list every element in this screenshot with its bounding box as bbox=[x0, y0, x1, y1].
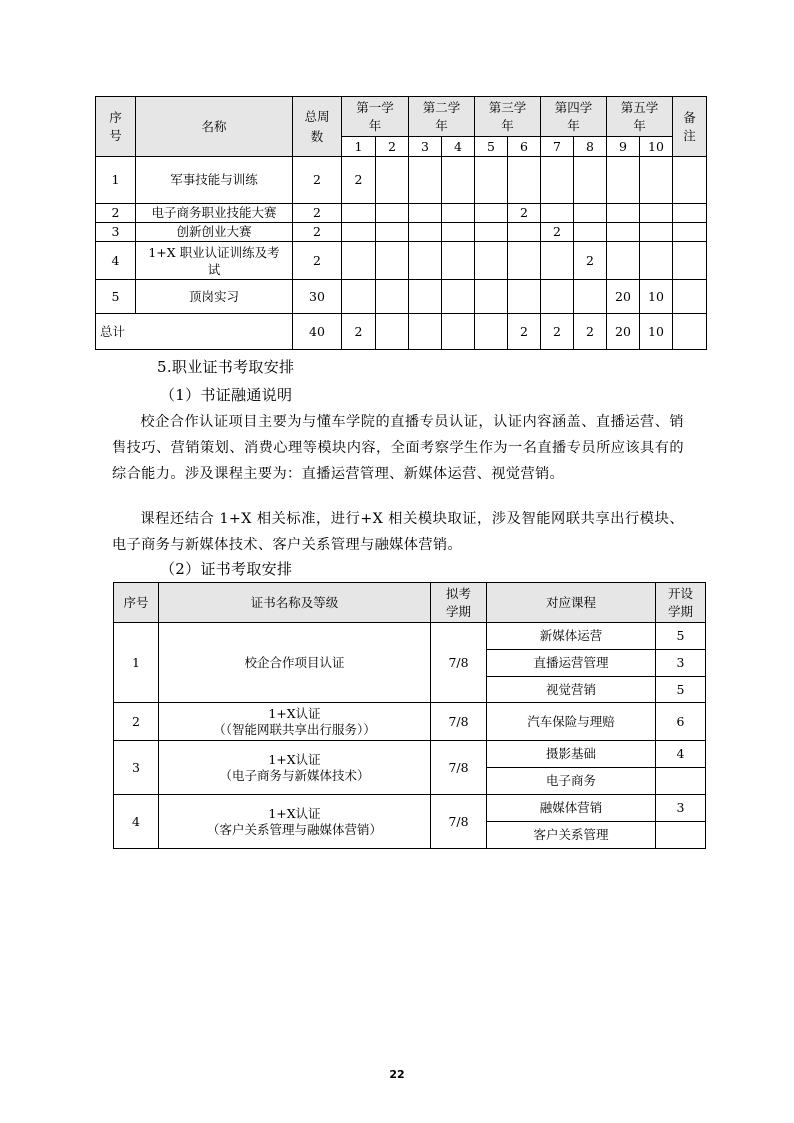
term-cell bbox=[640, 223, 673, 242]
term-cell bbox=[607, 242, 640, 280]
page-number: 22 bbox=[389, 1068, 405, 1081]
cert-name: 1+X认证 （（智能网联共享出行服务）） bbox=[159, 703, 431, 741]
table-row bbox=[96, 157, 707, 204]
term-header: 2 bbox=[376, 137, 409, 157]
term-cell bbox=[342, 242, 376, 280]
term-cell bbox=[640, 242, 673, 280]
course-open: 4 bbox=[656, 741, 706, 768]
total-term-cell: 2 bbox=[508, 314, 541, 350]
header-name: 名称 bbox=[136, 97, 293, 157]
term-cell: 10 bbox=[640, 280, 673, 314]
total-weeks: 40 bbox=[293, 314, 342, 350]
term-cell bbox=[508, 280, 541, 314]
row-name: 军事技能与训练 bbox=[136, 157, 293, 204]
term-cell bbox=[475, 242, 508, 280]
cert-name: 校企合作项目认证 bbox=[159, 623, 431, 703]
cert-term: 7/8 bbox=[431, 703, 487, 741]
course-open: 5 bbox=[656, 677, 706, 703]
subsection-title: （2）证书考取安排 bbox=[160, 560, 293, 578]
term-header: 3 bbox=[409, 137, 442, 157]
term-cell bbox=[541, 280, 574, 314]
total-term-cell bbox=[376, 314, 409, 350]
row-remark bbox=[673, 223, 707, 242]
row-remark bbox=[673, 280, 707, 314]
term-cell bbox=[508, 157, 541, 204]
paragraph: 校企合作认证项目主要为与懂车学院的直播专员认证，认证内容涵盖、直播运营、销售技巧、营销策划、消费心理等模块内容，全面考察学生作为一名直播专员所应该具有的综合能力。涉及课程主要为：直播运营管理、新媒体运营、视觉营销。 bbox=[112, 414, 684, 482]
term-cell: 2 bbox=[541, 223, 574, 242]
term-cell bbox=[442, 204, 475, 223]
cert-name: 1+X认证 （客户关系管理与融媒体营销） bbox=[159, 795, 431, 849]
term-cell bbox=[475, 280, 508, 314]
term-cell bbox=[574, 223, 607, 242]
header-term: 拟考学期 bbox=[431, 583, 487, 623]
row-name: 1+X 职业认证训练及考试 bbox=[136, 242, 293, 280]
cert-seq: 3 bbox=[114, 741, 159, 795]
total-term-cell bbox=[475, 314, 508, 350]
header-seq: 序号 bbox=[114, 583, 159, 623]
term-cell: 2 bbox=[574, 242, 607, 280]
row-name: 电子商务职业技能大赛 bbox=[136, 204, 293, 223]
term-header: 7 bbox=[541, 137, 574, 157]
total-term-cell: 2 bbox=[574, 314, 607, 350]
course-name: 电子商务 bbox=[487, 768, 656, 795]
course-open bbox=[656, 768, 706, 795]
cert-seq: 4 bbox=[114, 795, 159, 849]
course-open: 5 bbox=[656, 623, 706, 650]
header-course: 对应课程 bbox=[487, 583, 656, 623]
row-seq: 2 bbox=[96, 204, 136, 223]
term-header: 1 bbox=[342, 137, 376, 157]
total-label: 总计 bbox=[96, 314, 293, 350]
row-weeks: 30 bbox=[293, 280, 342, 314]
term-cell: 20 bbox=[607, 280, 640, 314]
table-row bbox=[114, 741, 706, 768]
row-remark bbox=[673, 157, 707, 204]
term-cell: 2 bbox=[342, 157, 376, 204]
header-open: 开设学期 bbox=[656, 583, 706, 623]
term-cell bbox=[376, 242, 409, 280]
table-row bbox=[114, 623, 706, 650]
term-cell bbox=[574, 157, 607, 204]
term-header: 8 bbox=[574, 137, 607, 157]
header-year3: 第三学年 bbox=[475, 97, 541, 137]
row-seq: 4 bbox=[96, 242, 136, 280]
term-cell bbox=[442, 242, 475, 280]
term-header: 10 bbox=[640, 137, 673, 157]
header-seq: 序号 bbox=[96, 97, 136, 157]
term-cell bbox=[342, 280, 376, 314]
header-total-weeks: 总周数 bbox=[293, 97, 342, 157]
term-cell bbox=[640, 204, 673, 223]
term-cell bbox=[541, 242, 574, 280]
cert-seq: 1 bbox=[114, 623, 159, 703]
header-remark: 备注 bbox=[673, 97, 707, 157]
header-year4: 第四学年 bbox=[541, 97, 607, 137]
term-cell bbox=[342, 223, 376, 242]
term-cell bbox=[475, 204, 508, 223]
term-cell bbox=[475, 223, 508, 242]
cert-term: 7/8 bbox=[431, 623, 487, 703]
total-term-cell: 20 bbox=[607, 314, 640, 350]
term-header: 9 bbox=[607, 137, 640, 157]
term-cell bbox=[475, 157, 508, 204]
course-name: 摄影基础 bbox=[487, 741, 656, 768]
table-row bbox=[114, 795, 706, 822]
practice-schedule-table bbox=[95, 96, 707, 350]
row-seq: 1 bbox=[96, 157, 136, 204]
term-cell bbox=[508, 223, 541, 242]
total-row bbox=[96, 314, 707, 350]
term-cell bbox=[409, 280, 442, 314]
paragraph: 课程还结合 1+X 相关标准，进行+X 相关模块取证，涉及智能网联共享出行模块、电子商务与新媒体技术、客户关系管理与融媒体营销。 bbox=[112, 511, 684, 553]
row-seq: 3 bbox=[96, 223, 136, 242]
row-remark bbox=[673, 204, 707, 223]
course-name: 视觉营销 bbox=[487, 677, 656, 703]
row-weeks: 2 bbox=[293, 204, 342, 223]
term-cell: 2 bbox=[508, 204, 541, 223]
course-open: 6 bbox=[656, 703, 706, 741]
header-cert: 证书名称及等级 bbox=[159, 583, 431, 623]
term-cell bbox=[607, 204, 640, 223]
term-header: 4 bbox=[442, 137, 475, 157]
term-cell bbox=[409, 204, 442, 223]
cert-seq: 2 bbox=[114, 703, 159, 741]
total-term-cell bbox=[442, 314, 475, 350]
table-row bbox=[114, 703, 706, 741]
table-row bbox=[96, 223, 707, 242]
term-cell bbox=[442, 223, 475, 242]
row-weeks: 2 bbox=[293, 157, 342, 204]
row-name: 顶岗实习 bbox=[136, 280, 293, 314]
course-open: 3 bbox=[656, 795, 706, 822]
section-title: 5.职业证书考取安排 bbox=[157, 358, 295, 376]
term-cell bbox=[376, 280, 409, 314]
total-term-cell: 2 bbox=[541, 314, 574, 350]
term-cell bbox=[508, 242, 541, 280]
course-open bbox=[656, 822, 706, 849]
term-cell bbox=[376, 157, 409, 204]
cert-name: 1+X认证 （电子商务与新媒体技术） bbox=[159, 741, 431, 795]
row-weeks: 2 bbox=[293, 242, 342, 280]
course-open: 3 bbox=[656, 650, 706, 677]
term-cell bbox=[409, 242, 442, 280]
table-row bbox=[96, 204, 707, 223]
term-cell bbox=[541, 157, 574, 204]
term-cell bbox=[574, 280, 607, 314]
cert-term: 7/8 bbox=[431, 795, 487, 849]
term-cell bbox=[376, 204, 409, 223]
term-cell bbox=[409, 223, 442, 242]
table-row bbox=[96, 242, 707, 280]
row-weeks: 2 bbox=[293, 223, 342, 242]
certificate-table bbox=[113, 582, 706, 849]
subsection-title: （1）书证融通说明 bbox=[160, 386, 293, 404]
row-name: 创新创业大赛 bbox=[136, 223, 293, 242]
term-cell bbox=[409, 157, 442, 204]
term-cell bbox=[442, 157, 475, 204]
total-term-cell: 2 bbox=[342, 314, 376, 350]
term-cell bbox=[442, 280, 475, 314]
total-term-cell: 10 bbox=[640, 314, 673, 350]
course-name: 客户关系管理 bbox=[487, 822, 656, 849]
header-year5: 第五学年 bbox=[607, 97, 673, 137]
row-seq: 5 bbox=[96, 280, 136, 314]
course-name: 直播运营管理 bbox=[487, 650, 656, 677]
header-year2: 第二学年 bbox=[409, 97, 475, 137]
table-row bbox=[96, 280, 707, 314]
course-name: 新媒体运营 bbox=[487, 623, 656, 650]
total-term-cell bbox=[409, 314, 442, 350]
term-cell bbox=[541, 204, 574, 223]
course-name: 汽车保险与理赔 bbox=[487, 703, 656, 741]
header-year1: 第一学年 bbox=[342, 97, 409, 137]
term-header: 6 bbox=[508, 137, 541, 157]
total-remark bbox=[673, 314, 707, 350]
term-cell bbox=[376, 223, 409, 242]
term-header: 5 bbox=[475, 137, 508, 157]
course-name: 融媒体营销 bbox=[487, 795, 656, 822]
term-cell bbox=[342, 204, 376, 223]
row-remark bbox=[673, 242, 707, 280]
term-cell bbox=[607, 157, 640, 204]
term-cell bbox=[607, 223, 640, 242]
term-cell bbox=[640, 157, 673, 204]
term-cell bbox=[574, 204, 607, 223]
cert-term: 7/8 bbox=[431, 741, 487, 795]
